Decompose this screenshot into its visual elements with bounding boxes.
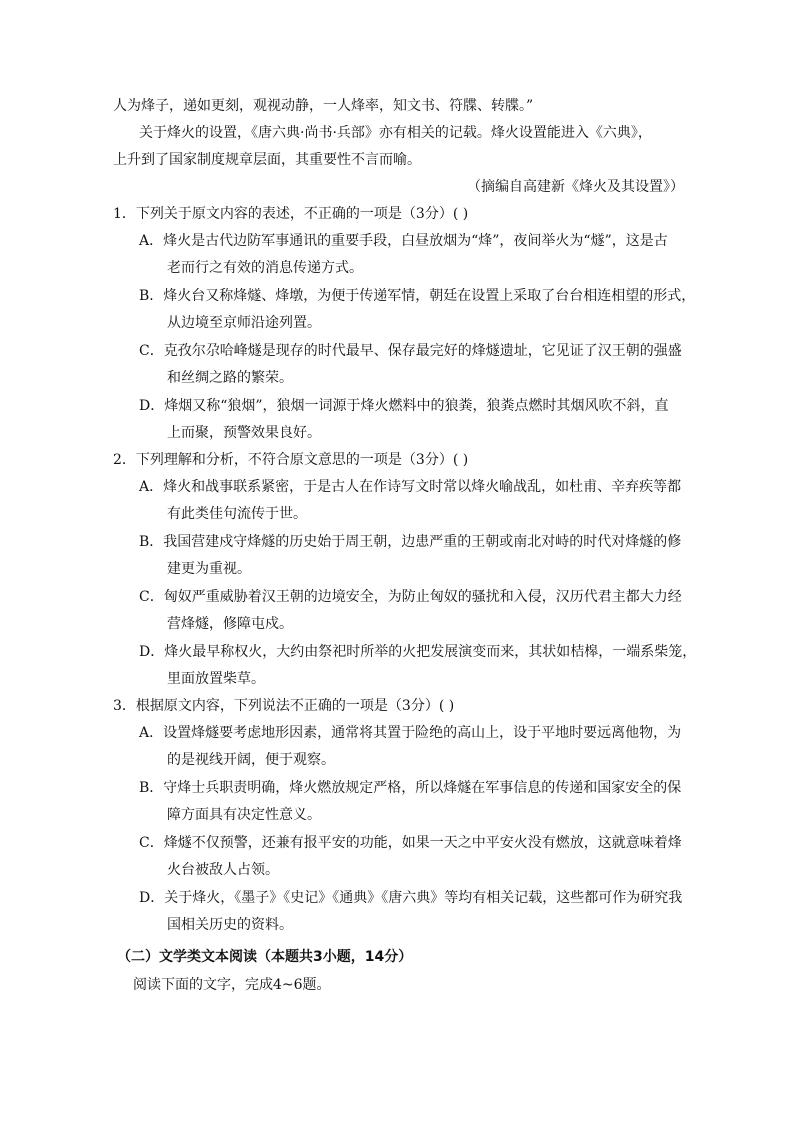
option-d: D．烽火最早称权火，大约由祭祀时所举的火把发展演变而来，其状如桔槔，一端系柴笼，: [139, 644, 697, 660]
option-a: A．烽火是古代边防军事通讯的重要手段，白昼放烟为“烽”，夜间举火为“燧”，这是古: [139, 233, 668, 249]
paragraph-line: 关于烽火的设置，《唐六典·尚书·兵部》亦有相关的记载。烽火设置能进入《六典》，: [139, 125, 652, 141]
source-citation: （摘编自高建新《烽火及其设置》）: [467, 179, 684, 195]
option-b-cont: 障方面具有决定性意义。: [167, 807, 321, 823]
option-a-cont: 有此类佳句流传于世。: [167, 506, 307, 522]
option-d: D．关于烽火，《墨子》《史记》《通典》《唐六典》等均有相关记载，这些都可作为研究我: [139, 890, 683, 906]
option-c: C．烽燧不仅预警，还兼有报平安的功能，如果一天之中平安火没有燃放，这就意味着烽: [139, 835, 682, 851]
option-c: C．匈奴严重威胁着汉王朝的边境安全，为防止匈奴的骚扰和入侵，汉历代君主都大力经: [139, 589, 682, 605]
option-d-cont: 上而聚，预警效果良好。: [167, 425, 321, 441]
option-a: A．烽火和战事联系紧密，于是古人在作诗写文时常以烽火喻战乱，如杜甫、辛弃疾等都: [139, 479, 682, 495]
option-b: B．我国营建戍守烽燧的历史始于周王朝，边患严重的王朝或南北对峙的时代对烽燧的修: [139, 534, 682, 550]
option-d-cont: 里面放置柴草。: [167, 671, 265, 687]
section-heading: （二）文学类文本阅读（本题共3小题，14分）: [117, 949, 413, 965]
question-stem: 1．下列关于原文内容的表述，不正确的一项是（3分）( ): [113, 206, 469, 222]
paragraph-line: 人为烽子，递如更刻，观视动静，一人烽率，知文书、符牒、转牒。”: [113, 98, 534, 114]
option-c-cont: 和丝绸之路的繁荣。: [167, 370, 293, 386]
question-stem: 3．根据原文内容，下列说法不正确的一项是（3分）( ): [113, 698, 455, 714]
option-b-cont: 建更为重视。: [167, 561, 251, 577]
option-b-cont: 从边境至京师沿途列置。: [167, 315, 321, 331]
paragraph-line: 上升到了国家制度规章层面，其重要性不言而喻。: [113, 152, 421, 168]
option-a-cont: 老而行之有效的消息传递方式。: [167, 260, 363, 276]
option-c-cont: 营烽燧，修障屯戍。: [167, 616, 293, 632]
option-a: A．设置烽燧要考虑地形因素，通常将其置于险绝的高山上，设于平地时要远离他物，为: [139, 725, 682, 741]
option-b: B．烽火台又称烽燧、烽墩，为便于传递军情，朝廷在设置上采取了台台相连相望的形式，: [139, 288, 696, 304]
option-d: D．烽烟又称“狼烟”，狼烟一词源于烽火燃料中的狼粪，狼粪点燃时其烟风吹不斜，直: [139, 398, 669, 414]
option-b: B．守烽士兵职责明确，烽火燃放规定严格，所以烽燧在军事信息的传递和国家安全的保: [139, 780, 682, 796]
option-d-cont: 国相关历史的资料。: [167, 917, 293, 933]
section-instruction: 阅读下面的文字，完成4~6题。: [133, 977, 331, 993]
option-c: C．克孜尔尕哈峰燧是现存的时代最早、保存最完好的烽燧遗址，它见证了汉王朝的强盛: [139, 343, 682, 359]
option-c-cont: 火台被敌人占领。: [167, 862, 279, 878]
option-a-cont: 的是视线开阔，便于观察。: [167, 752, 335, 768]
question-stem: 2．下列理解和分析，不符合原文意思的一项是（3分）( ): [113, 452, 469, 468]
